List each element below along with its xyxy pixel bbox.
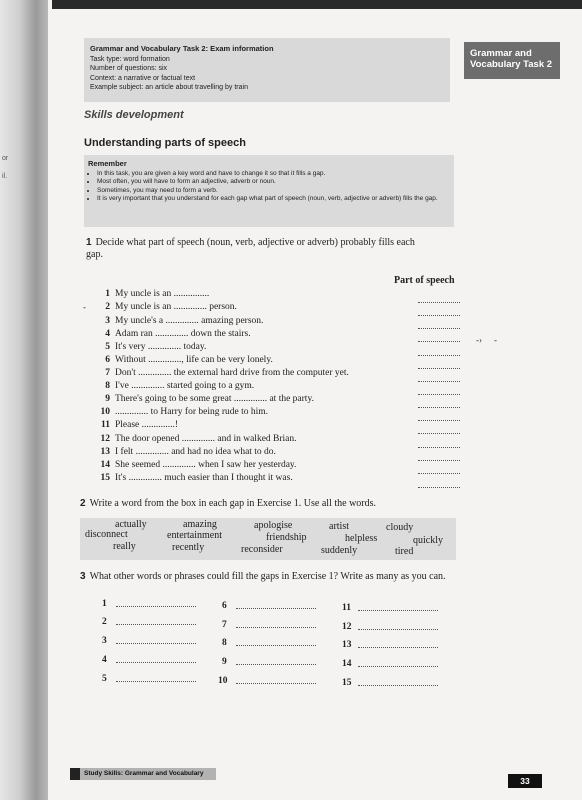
sentence <box>93 394 314 404</box>
sentence <box>93 355 273 365</box>
answer-item <box>222 657 316 667</box>
answer-item-number: 10 <box>218 676 228 686</box>
remember-bullet: • It is very important that you understand for each gap what part of speech (noun, verb, adjective or adverb) fills the gap. <box>97 195 450 204</box>
answer-dotted-line[interactable] <box>358 610 438 611</box>
sentence <box>93 460 296 470</box>
remember-title: Remember <box>88 159 127 168</box>
page-number: 33 <box>508 774 542 788</box>
answer-item-number: 12 <box>342 622 352 632</box>
answer-item <box>342 678 438 688</box>
answer-item <box>342 659 438 669</box>
sentence-text: My uncle is an .............. person. <box>115 302 237 312</box>
word-box-word: entertainment <box>167 530 222 541</box>
sentence-number: 13 <box>100 447 110 457</box>
exam-info-line: Example subject: an article about travelling by train <box>90 84 248 91</box>
answer-line[interactable] <box>418 381 460 382</box>
remember-bullet: • Most often, you will have to form an adjective, adverb or noun. <box>97 178 450 187</box>
answer-line[interactable] <box>418 433 460 434</box>
exercise1-text: Decide what part of speech (noun, verb, adjective or adverb) probably fills each gap. <box>86 237 415 260</box>
answer-dotted-line[interactable] <box>236 627 316 628</box>
footer-label: Study Skills: Grammar and Vocabulary <box>70 768 216 780</box>
answer-item <box>342 603 438 613</box>
stray-mark: - <box>83 302 86 312</box>
word-box-word: suddenly <box>321 545 358 556</box>
word-box-word: cloudy <box>386 522 414 533</box>
answer-dotted-line[interactable] <box>236 645 316 646</box>
answer-line[interactable] <box>418 394 460 395</box>
answer-item <box>218 676 316 686</box>
answer-item-number: 15 <box>342 678 352 688</box>
sentence-text: The door opened .............. and in walked Brian. <box>115 434 297 444</box>
sentence-number: 14 <box>100 460 110 470</box>
sentence-text: .............. to Harry for being rude to him. <box>115 407 269 417</box>
answer-item <box>102 599 196 609</box>
exercise3-instruction <box>80 571 460 583</box>
exercise3-text: What other words or phrases could fill the gaps in Exercise 1? Write as many as you can. <box>89 571 446 582</box>
exercise1-instruction <box>86 237 426 261</box>
word-box-word: apologise <box>254 520 293 531</box>
remember-box <box>84 155 454 227</box>
exercise2-number: 2 <box>80 498 86 509</box>
footer-marker <box>70 768 80 780</box>
section-title: Skills development <box>84 109 184 121</box>
sentence-number: 9 <box>105 394 110 404</box>
answer-item <box>102 674 196 684</box>
sentence-number: 2 <box>105 302 110 312</box>
answer-item <box>102 617 196 627</box>
exam-info-line: Task type: word formation <box>90 55 170 63</box>
page-gutter <box>0 0 48 800</box>
answer-dotted-line[interactable] <box>358 629 438 630</box>
gutter-margin-text: or il. <box>2 155 9 180</box>
sentence-number: 8 <box>105 381 110 391</box>
sentence-number: 4 <box>105 329 110 339</box>
sentence <box>93 368 349 378</box>
answer-dotted-line[interactable] <box>358 647 438 648</box>
answer-item-number: 7 <box>222 620 227 630</box>
remember-bullet: • Sometimes, you may need to form a verb. <box>97 187 450 196</box>
sentence <box>93 473 293 483</box>
sentence-number: 1 <box>105 289 110 299</box>
remember-bullet: • In this task, you are given a key word and have to change it so that it fills a gap. <box>97 170 450 179</box>
answer-item-number: 3 <box>102 636 107 646</box>
stray-mark: ‑› <box>476 335 482 345</box>
answer-item-number: 1 <box>102 599 107 609</box>
word-box-word: reconsider <box>241 544 283 555</box>
answer-dotted-line[interactable] <box>358 685 438 686</box>
sentence-text: She seemed .............. when I saw her yesterday. <box>115 460 297 470</box>
answer-line[interactable] <box>418 341 460 342</box>
word-box-word: tired <box>395 546 414 557</box>
sentence <box>93 329 251 339</box>
answer-item-number: 8 <box>222 638 227 648</box>
word-box-word: helpless <box>345 533 378 544</box>
sentence <box>93 342 206 352</box>
answer-line[interactable] <box>418 447 460 448</box>
exam-info-title: Grammar and Vocabulary Task 2: Exam information <box>90 44 274 53</box>
answer-dotted-line[interactable] <box>236 664 316 665</box>
sentence-number: 5 <box>105 342 110 352</box>
word-box-word: amazing <box>183 519 217 530</box>
exam-info-box <box>84 38 450 102</box>
word-box-word: friendship <box>266 532 307 543</box>
answer-item <box>102 655 196 665</box>
answer-dotted-line[interactable] <box>116 624 196 625</box>
remember-list <box>88 170 450 204</box>
word-box-word: really <box>113 541 136 552</box>
exercise3-number: 3 <box>80 571 86 582</box>
exam-info-line: Context: a narrative or factual text <box>90 74 196 82</box>
answer-dotted-line[interactable] <box>236 608 316 609</box>
sentence <box>93 289 209 299</box>
answer-item-number: 13 <box>342 640 352 650</box>
answer-item-number: 2 <box>102 617 107 627</box>
exercise2-instruction <box>80 498 376 509</box>
sentence <box>93 302 237 312</box>
answer-dotted-line[interactable] <box>358 666 438 667</box>
exercise2-text: Write a word from the box in each gap in Exercise 1. Use all the words. <box>89 498 377 509</box>
sentence <box>93 381 254 391</box>
sentence-text: I've .............. started going to a gym. <box>115 381 255 391</box>
sentence-text: It's very .............. today. <box>115 342 207 352</box>
top-edge-bar <box>52 0 582 9</box>
sentence-number: 3 <box>105 316 110 326</box>
sentence-text: My uncle's a .............. amazing person. <box>115 316 264 326</box>
sentence <box>93 447 276 457</box>
answer-dotted-line[interactable] <box>116 662 196 663</box>
answer-item <box>222 620 316 630</box>
answer-item-number: 5 <box>102 674 107 684</box>
answer-item-number: 14 <box>342 659 352 669</box>
sentence-text: My uncle is an ............... <box>115 289 210 299</box>
answer-line[interactable] <box>418 355 460 356</box>
sentence-text: Please ..............! <box>115 420 179 430</box>
answer-line[interactable] <box>418 420 460 421</box>
answer-line[interactable] <box>418 407 460 408</box>
answer-item <box>342 640 438 650</box>
sentence-text: I felt .............. and had no idea what to do. <box>115 447 276 457</box>
answer-line[interactable] <box>418 328 460 329</box>
sentence-number: 10 <box>100 407 110 417</box>
answer-item-number: 11 <box>342 603 351 613</box>
sentence-number: 15 <box>100 473 110 483</box>
word-box-word: artist <box>329 521 349 532</box>
sentence-text: Without .............., life can be very lonely. <box>115 355 273 365</box>
answer-dotted-line[interactable] <box>116 681 196 682</box>
word-box-word: actually <box>115 519 147 530</box>
exam-info-line: Number of questions: six <box>90 65 168 72</box>
exercise1-number: 1 <box>86 237 92 248</box>
answer-item-number: 9 <box>222 657 227 667</box>
part-of-speech-header: Part of speech <box>394 275 455 286</box>
answer-item <box>102 636 196 646</box>
answer-line[interactable] <box>418 315 460 316</box>
answer-item-number: 4 <box>102 655 107 665</box>
sentence <box>93 434 297 444</box>
word-box-word: quickly <box>413 535 443 546</box>
sentence-text: Don't .............. the external hard drive from the computer yet. <box>115 368 349 378</box>
sentence-number: 12 <box>100 434 110 444</box>
answer-line[interactable] <box>418 460 460 461</box>
section-side-tab <box>464 42 560 79</box>
answer-line[interactable] <box>418 473 460 474</box>
answer-item-number: 6 <box>222 601 227 611</box>
answer-item <box>222 601 316 611</box>
answer-dotted-line[interactable] <box>116 643 196 644</box>
word-box-word: recently <box>172 542 205 553</box>
stray-mark: - <box>494 335 497 345</box>
sentence-text: There's going to be some great .............. at the party. <box>115 394 314 404</box>
subsection-title: Understanding parts of speech <box>84 137 246 149</box>
sentence-number: 6 <box>105 355 110 365</box>
answer-dotted-line[interactable] <box>116 606 196 607</box>
sentence-text: Adam ran .............. down the stairs. <box>115 329 251 339</box>
answer-dotted-line[interactable] <box>236 683 316 684</box>
word-box-word: disconnect <box>85 529 128 540</box>
sentence <box>93 420 178 430</box>
answer-item <box>222 638 316 648</box>
sentence-number: 7 <box>105 368 110 378</box>
side-tab-line: Grammar and <box>470 48 532 59</box>
sentence <box>93 407 268 417</box>
answer-line[interactable] <box>418 487 460 488</box>
answer-line[interactable] <box>418 368 460 369</box>
answer-line[interactable] <box>418 302 460 303</box>
sentence <box>93 316 263 326</box>
answer-item <box>342 622 438 632</box>
sentence-text: It's .............. much easier than I thought it was. <box>115 473 293 483</box>
side-tab-line: Vocabulary Task 2 <box>470 59 553 70</box>
sentence-number: 11 <box>101 420 110 430</box>
